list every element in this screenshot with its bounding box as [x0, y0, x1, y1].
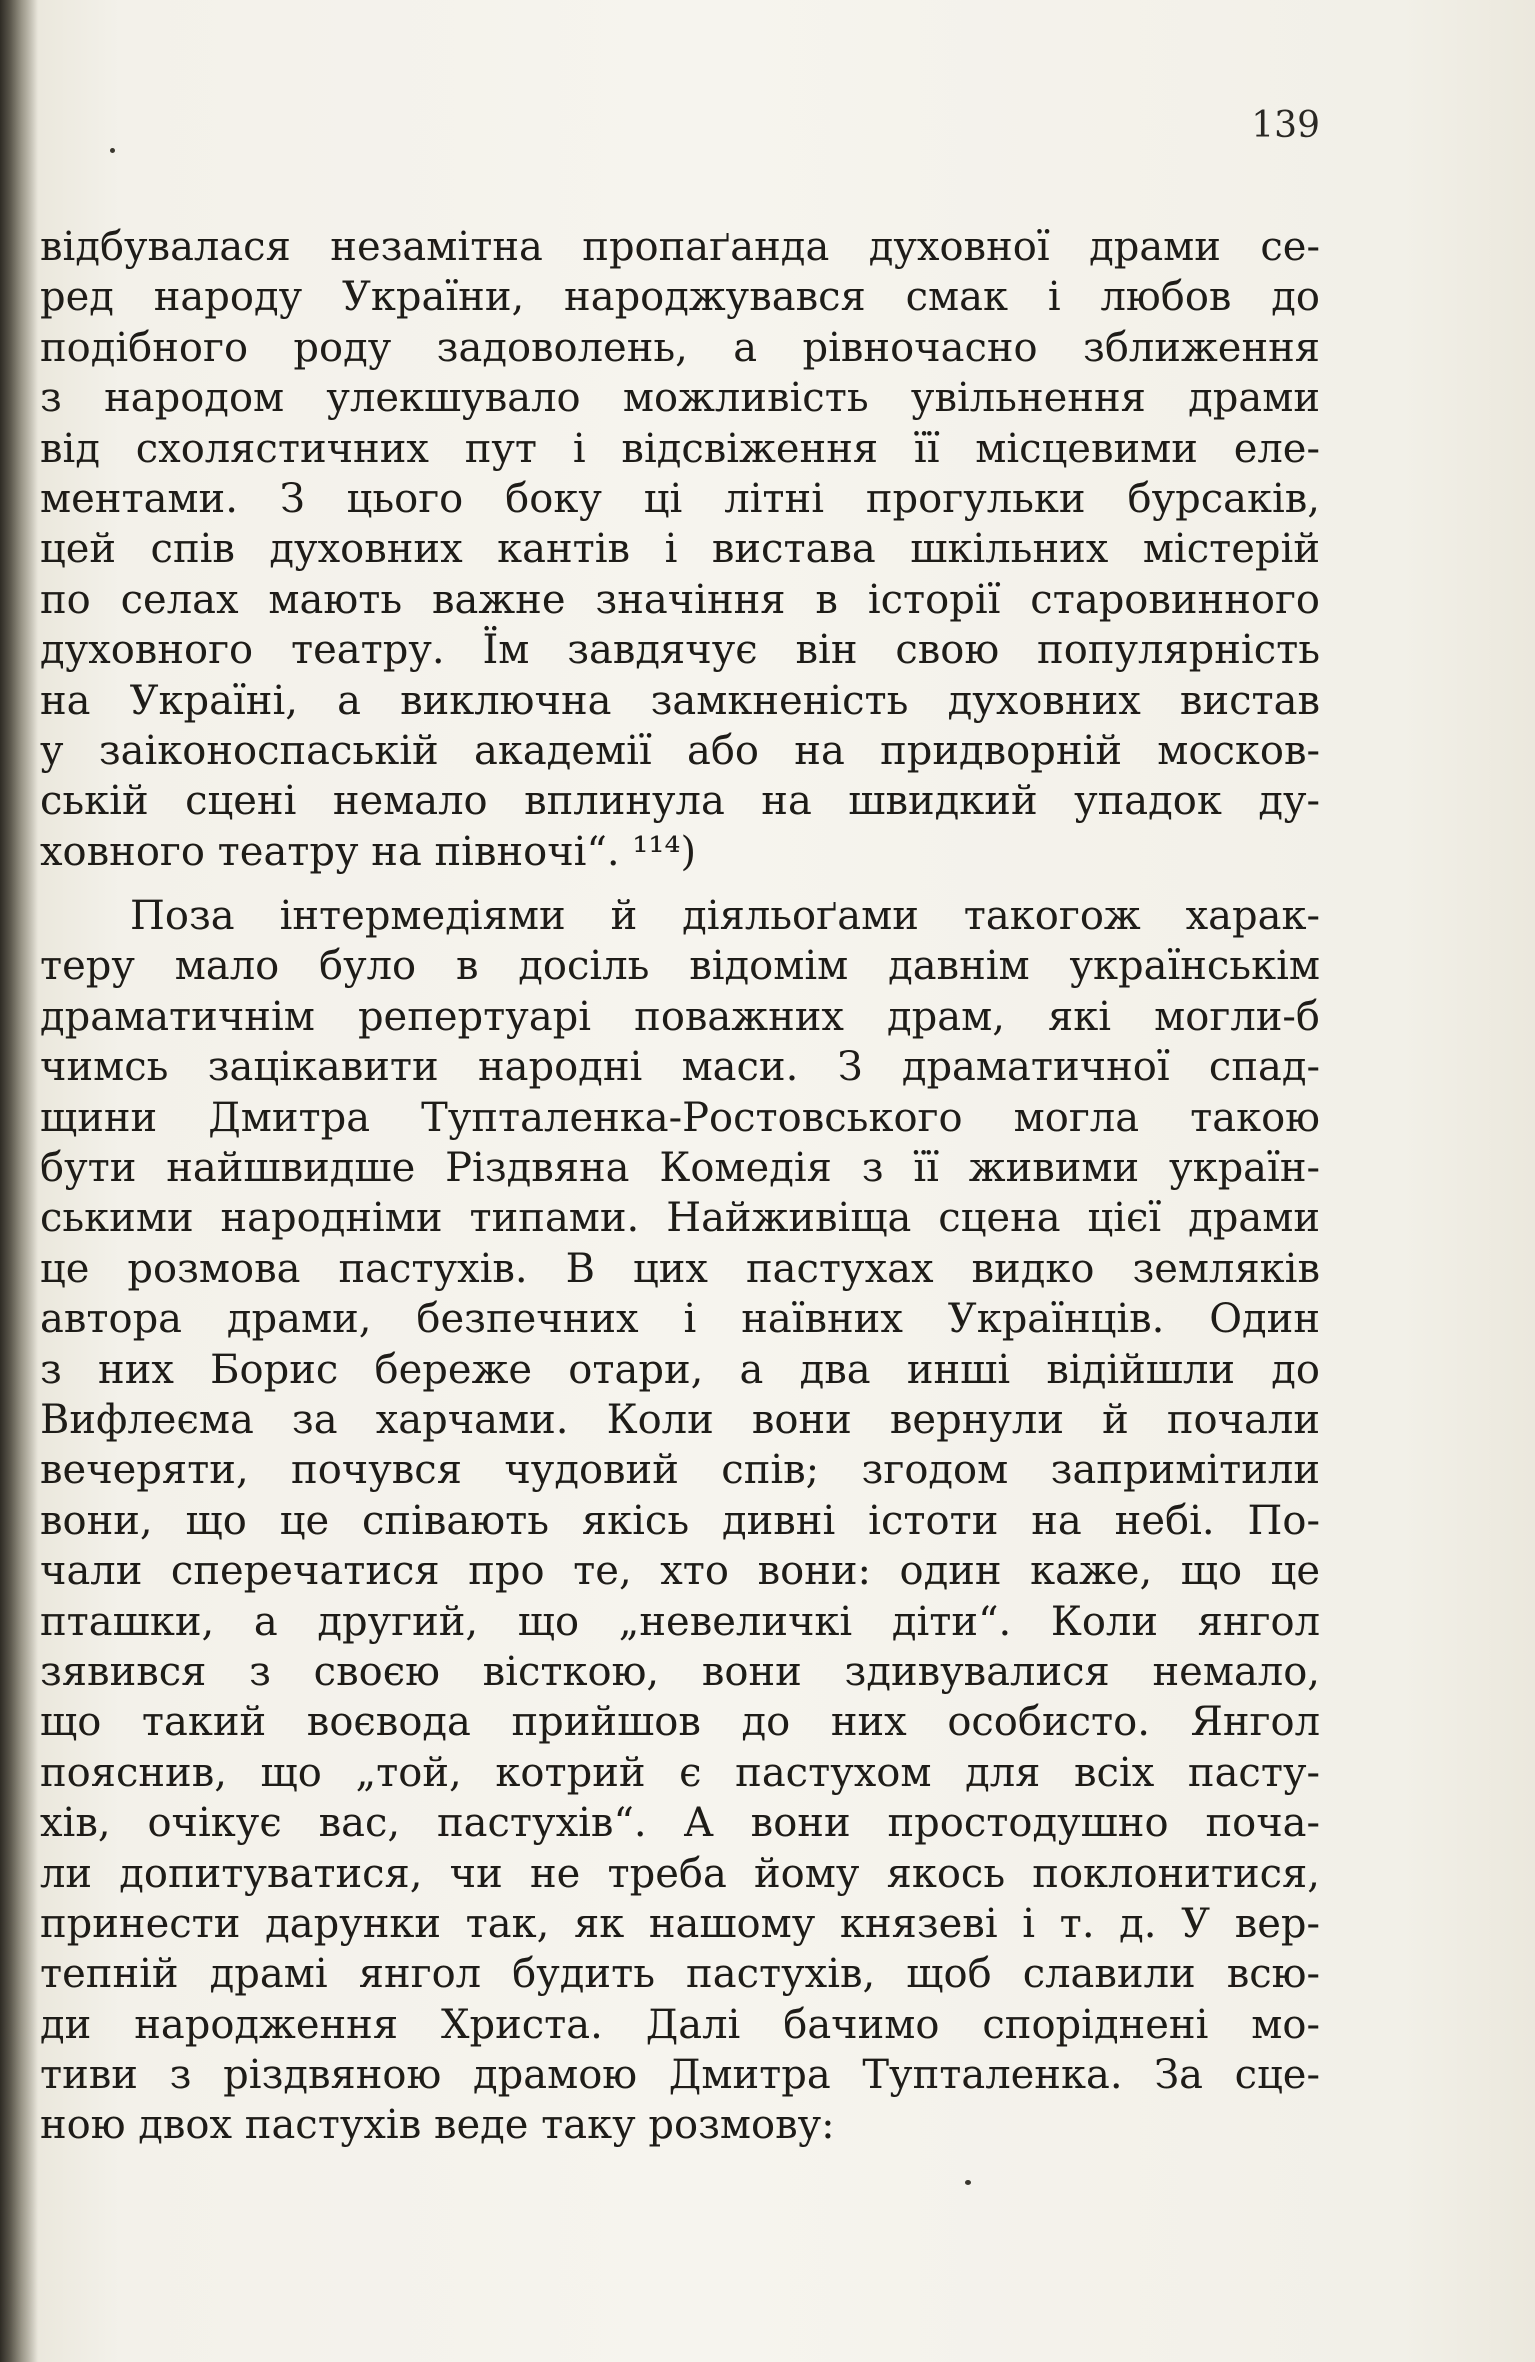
text-line: подібного роду задоволень, а рівночасно зближення	[40, 324, 1320, 371]
text-line: ховного театру на півночі“. ¹¹⁴)	[40, 828, 697, 875]
text-line: зявився з своєю вісткою, вони здивувалися немало,	[40, 1648, 1320, 1695]
text-line: вечеряти, почувся чудовий спів; згодом запримітили	[40, 1447, 1320, 1494]
text-line: ди народження Христа. Далі бачимо споріднені мо-	[40, 2001, 1320, 2048]
text-line: духовного театру. Їм завдячує він свою популярність	[40, 627, 1320, 674]
text-line: ській сцені немало вплинула на швидкий упадок ду-	[40, 778, 1320, 825]
text-line: у заіконоспаській академії або на придворній москов-	[40, 727, 1320, 774]
text-line: ред народу України, народжувався смак і любов до	[40, 274, 1320, 321]
text-line: від схолястичних пут і відсвіження її місцевими еле-	[40, 425, 1320, 472]
text-line: по селах мають важне значіння в історії старовинного	[40, 576, 1320, 623]
text-line: ли допитуватися, чи не треба йому якось поклонитися,	[40, 1850, 1320, 1897]
text-line: чимсь зацікавити народні маси. З драматичної спад-	[40, 1044, 1320, 1091]
text-line: ною двох пастухів веде таку розмову:	[40, 2102, 835, 2149]
book-binding-shadow	[0, 0, 38, 2362]
text-line: теру мало було в досіль відомім давнім українськім	[40, 943, 1320, 990]
text-line: Поза інтермедіями й діяльоґами такогож харак-	[130, 893, 1320, 940]
text-line: тепній драмі янгол будить пастухів, щоб славили всю-	[40, 1951, 1320, 1998]
print-speck	[965, 2180, 971, 2185]
text-line: з народом улекшувало можливість увільнення драми	[40, 375, 1320, 422]
text-line: це розмова пастухів. В цих пастухах видко земляків	[40, 1245, 1320, 1292]
text-line: відбувалася незамітна пропаґанда духовної драми се-	[40, 224, 1320, 270]
text-line: хів, очікує вас, пастухів“. А вони простодушно поча-	[40, 1800, 1320, 1847]
text-line: пташки, а другий, що „невеличкі діти“. Коли янгол	[40, 1598, 1320, 1645]
text-line: пояснив, що „той, котрий є пастухом для всіх пасту-	[40, 1749, 1320, 1796]
text-line: ментами. З цього боку ці літні прогульки бурсаків,	[40, 475, 1320, 522]
paragraph-gap	[40, 877, 1320, 891]
paragraph	[40, 222, 1320, 877]
text-line: що такий воєвода прийшов до них особисто. Янгол	[40, 1699, 1320, 1746]
text-line: бути найшвидше Різдвяна Комедія з її живими україн-	[40, 1145, 1320, 1192]
text-line: щини Дмитра Тупталенка-Ростовського могла такою	[40, 1094, 1320, 1141]
page-number: 139	[1251, 105, 1320, 146]
page-body-text	[40, 222, 1320, 2149]
text-line: вони, що це співають якісь дивні істоти на небі. По-	[40, 1497, 1320, 1544]
text-line: Вифлеєма за харчами. Коли вони вернули й почали	[40, 1396, 1320, 1443]
print-speck	[110, 148, 115, 153]
text-line: тиви з різдвяною драмою Дмитра Тупталенка. За сце-	[40, 2052, 1320, 2099]
text-line: автора драми, безпечних і наївних Українців. Один	[40, 1296, 1320, 1343]
text-line: цей спів духовних кантів і вистава шкільних містерій	[40, 526, 1320, 573]
text-line: ськими народніми типами. Найживіща сцена цієї драми	[40, 1195, 1320, 1242]
text-line: чали сперечатися про те, хто вони: один каже, що це	[40, 1548, 1320, 1595]
text-line: на Україні, а виключна замкненість духовних вистав	[40, 677, 1320, 724]
text-line: принести дарунки так, як нашому князеві і т. д. У вер-	[40, 1900, 1320, 1947]
text-line: драматичнім репертуарі поважних драм, які могли-б	[40, 993, 1320, 1040]
paragraph	[40, 891, 1320, 2151]
text-line: з них Борис береже отари, а два инші відійшли до	[40, 1346, 1320, 1393]
